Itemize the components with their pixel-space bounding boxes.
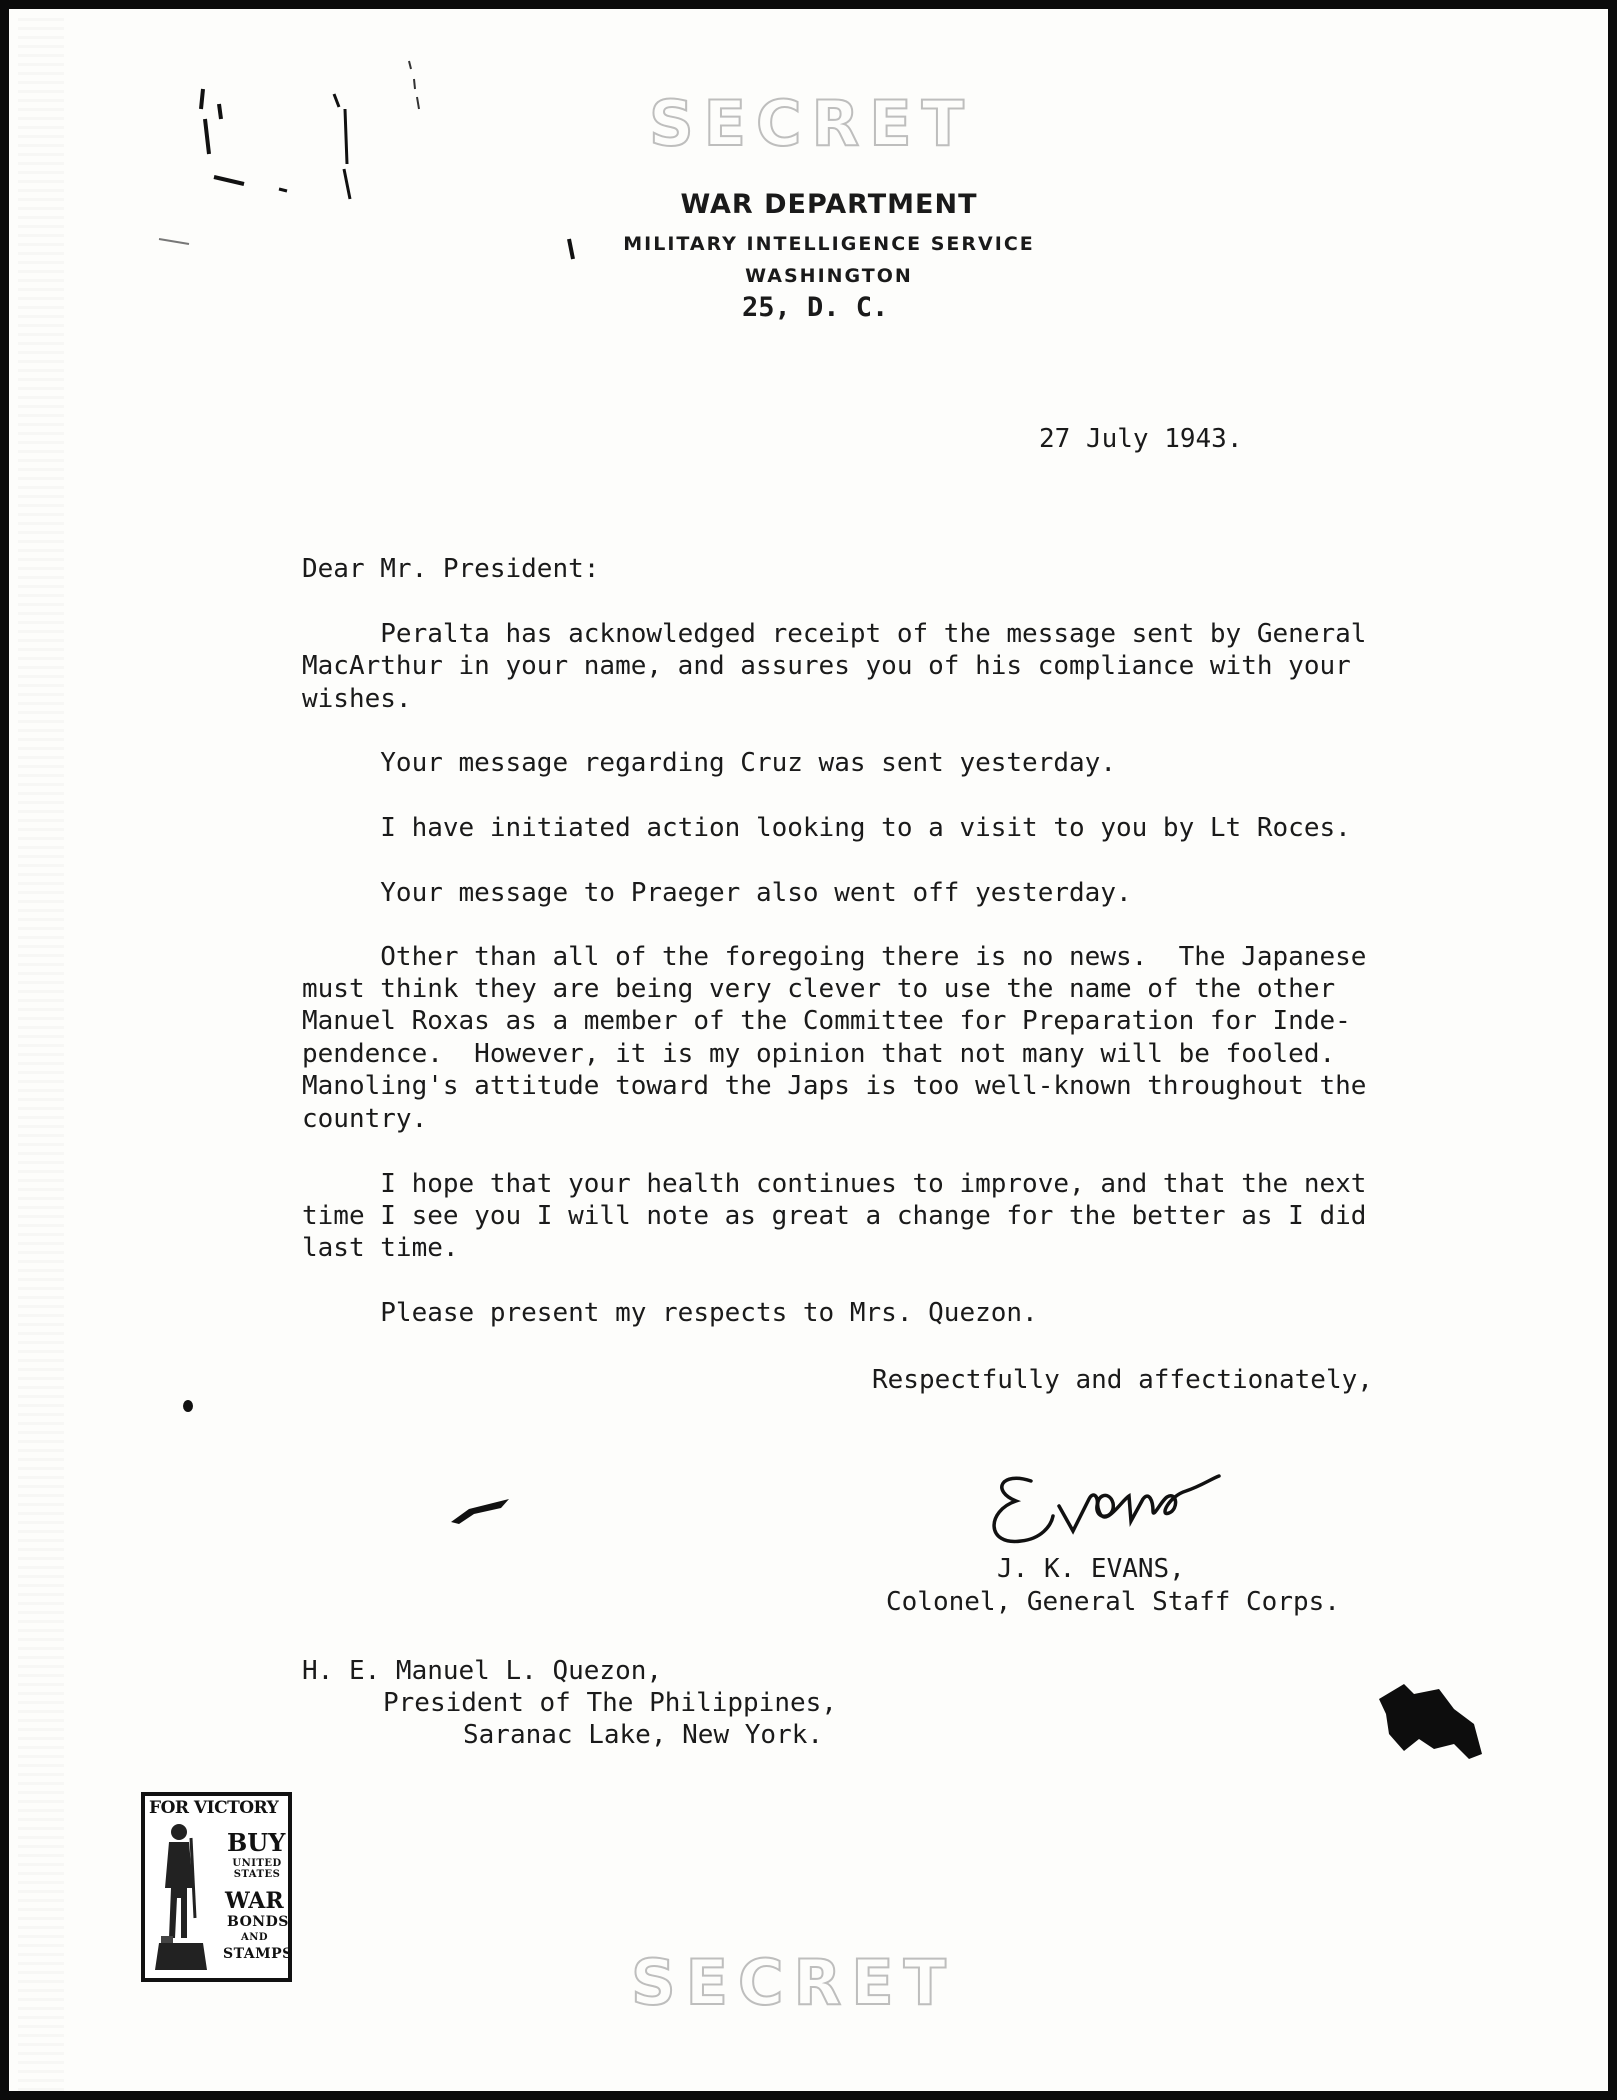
- scan-edge-noise: [18, 18, 64, 2100]
- paragraph-line: must think they are being very clever to use the name of the other: [302, 974, 1336, 1004]
- poster-stamps: STAMPS: [223, 1946, 293, 1962]
- minuteman-statue-icon: [151, 1818, 211, 1976]
- paragraph-line: Other than all of the foregoing there is no news. The Japanese: [302, 942, 1367, 972]
- paragraph-line: pendence. However, it is my opinion that not many will be fooled.: [302, 1039, 1336, 1069]
- letterhead-district: 25, D. C.: [742, 292, 889, 323]
- addressee-location: Saranac Lake, New York.: [463, 1720, 824, 1750]
- paragraph-line: MacArthur in your name, and assures you of his compliance with your: [302, 651, 1351, 681]
- poster-and: AND: [241, 1932, 269, 1943]
- poster-bonds: BONDS: [227, 1914, 289, 1930]
- salutation: Dear Mr. President:: [302, 554, 600, 584]
- ink-dot-icon: [181, 1399, 195, 1413]
- addressee-name: H. E. Manuel L. Quezon,: [302, 1656, 663, 1686]
- poster-united-states: UNITED STATES: [232, 1858, 282, 1880]
- letterhead-city: WASHINGTON: [745, 265, 913, 287]
- paragraph-line: time I see you I will note as great a change for the better as I did: [302, 1201, 1367, 1231]
- letterhead-department: WAR DEPARTMENT: [680, 189, 978, 220]
- secret-stamp-top: SECRET: [649, 87, 974, 160]
- ink-smudges-icon: [149, 49, 589, 279]
- ink-blot-icon: [449, 1494, 519, 1534]
- paragraph-line: Your message to Praeger also went off yesterday.: [302, 878, 1132, 908]
- paragraph-line: country.: [302, 1104, 428, 1134]
- paragraph-line: Manoling's attitude toward the Japs is too well-known throughout the: [302, 1071, 1367, 1101]
- letterhead-service: MILITARY INTELLIGENCE SERVICE: [623, 233, 1035, 255]
- paragraph-line: Manuel Roxas as a member of the Committee for Preparation for Inde-: [302, 1006, 1351, 1036]
- paragraph-line: I hope that your health continues to improve, and that the next: [302, 1169, 1367, 1199]
- closing: Respectfully and affectionately,: [872, 1365, 1373, 1395]
- war-bonds-poster: [141, 1792, 292, 1982]
- paragraph-line: Peralta has acknowledged receipt of the message sent by General: [302, 619, 1367, 649]
- signer-name: J. K. EVANS,: [997, 1554, 1185, 1584]
- poster-war: WAR: [225, 1888, 284, 1914]
- signer-title: Colonel, General Staff Corps.: [886, 1587, 1340, 1617]
- paragraph-line: Please present my respects to Mrs. Quezon.: [302, 1298, 1038, 1328]
- paragraph-line: last time.: [302, 1233, 459, 1263]
- secret-stamp-bottom: SECRET: [631, 1946, 956, 2019]
- poster-buy: BUY: [227, 1828, 286, 1857]
- ink-blot-icon: [1374, 1679, 1484, 1769]
- paragraph-line: I have initiated action looking to a visit to you by Lt Roces.: [302, 813, 1351, 843]
- paragraph-line: Your message regarding Cruz was sent yesterday.: [302, 748, 1116, 778]
- paragraph-line: wishes.: [302, 684, 412, 714]
- letter-date: 27 July 1943.: [1039, 424, 1243, 454]
- addressee-title: President of The Philippines,: [383, 1688, 837, 1718]
- poster-headline: FOR VICTORY: [149, 1798, 279, 1818]
